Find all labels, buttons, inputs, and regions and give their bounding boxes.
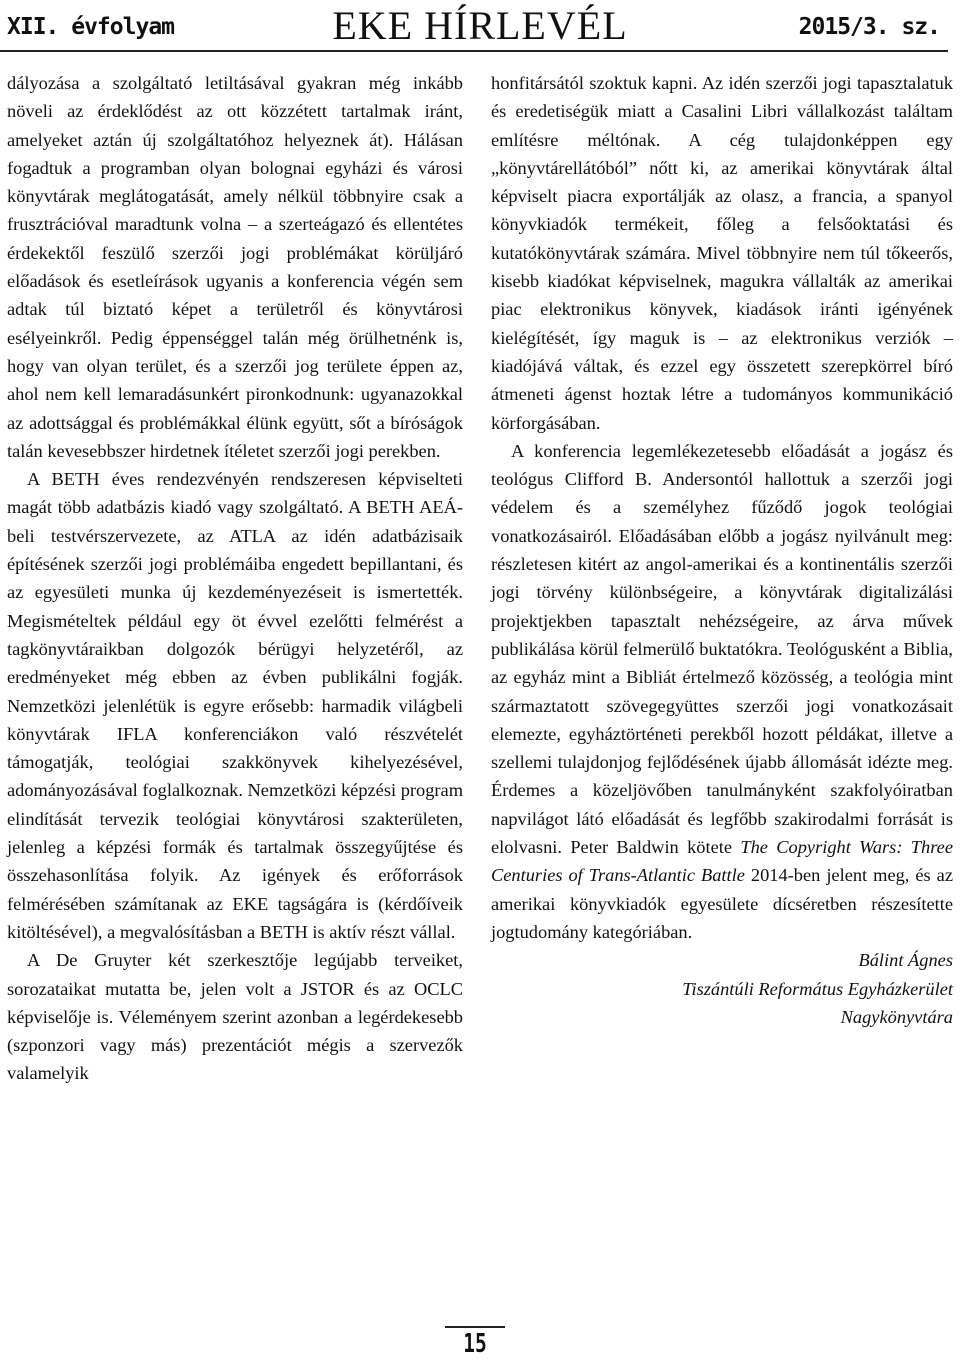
page-header: [0, 0, 960, 52]
right-paragraph-1: honfitársától szoktuk kapni. Az idén szerzői jogi tapasztalatuk és eredetiségük miatt a Casalini Libri vállalkozást találtam említésre méltónak. A cég tulajdonképpen egy „könyvtárellátóból” nőtt ki, az amerikai könyvtárak által képviselt piacra exportálják az olasz, a francia, a spanyol könyvkiadók termékeit, főleg a felsőoktatási és kutatókönyvtárak számára. Mivel többnyire nem túl tőkeerős, kisebb kiadókat képviselnek, magukra vállalták az amerikai piac elektronikus könyvek, kiadások iránti igényének kielégítését, így maguk is – az elektronikus verziók – kiadójává váltak, és ezzel egy összetett szerepkörrel bíró átmeneti ágenst hoztak létre a tudományos kommunikáció körforgásában.: [491, 73, 953, 433]
left-paragraph-2: A BETH éves rendezvényén rendszeresen képviselteti magát több adatbázis kiadó vagy szolgáltató. A BETH AEÁ-beli testvérszervezete, az ATLA az idén adatbázisaik építésének szerzői jogi problémáiba engedett bepillantani, és az egyesületi munka új kezdeményezéseit is ismertették. Megismételtek például egy öt évvel ezelőtti felmérést a tagkönyvtáraikban dolgozók bérügyi helyzetéről, az eredményeket még ebben az évben publikálni fogják. Nemzetközi jelenlétük is egyre erősebb: harmadik világbeli könyvtárak IFLA konferenciákon való részvételét támogatják, teológiai szakkönyvek kihelyezésével, adományozásával foglalkoznak. Nemzetközi képzési program elindítását tervezik teológiai könyvtárosi szakterületen, jelenleg a képzési formák és tartalmak összegyűjtése és összehasonlítása folyik. Az igények és erőforrások felmérésében számítanak az EKE tagságára is (kérdőíveik kitöltésével), a megvalósításban a BETH is aktív részt vállal.: [7, 469, 464, 942]
header-rule: [0, 50, 948, 52]
issue-label: 2015/3. sz.: [798, 14, 940, 40]
author-name: Bálint Ágnes: [858, 950, 953, 971]
right-column: [491, 69, 953, 1031]
left-paragraph-1: dályozása a szolgáltató letiltásával gyakran még inkább növeli az érdeklődést az ott közzétett tartalmak iránt, amelyeket aztán új szolgáltatóhoz helyeznek át). Hálásan fogadtuk a programban olyan bolognai egyházi és városi könyvtárak meglátogatását, amely nélkül többnyire csak a frusztrációval maradtunk volna – a szerteágazó és ellentétes érdekektől feszülő szerzői jogi problémákat körüljáró előadások és esetleírások ugyanis a konferencia végén sem adtak túl biztató képet a területről és könyvtárosi esélyeinkről. Pedig éppenséggel talán még örülhetnénk is, hogy van olyan terület, és a szerzői jog területe éppen az, ahol nem kell lemaradásunkért pironkodnunk: ugyanazokkal az adottsággal és problémákkal élünk együtt, sőt a bíróságok talán kevesebbszer hirdetnek ítéletet szerzői jogi perekben.: [7, 73, 463, 461]
newsletter-title: EKE HÍRLEVÉL: [332, 3, 628, 48]
volume-label: XII. évfolyam: [7, 14, 175, 40]
left-column: [7, 69, 463, 1088]
left-paragraph-3: A De Gruyter két szerkesztője legújabb terveiket, sorozataikat mutatta be, jelen volt a JSTOR és az OCLC képviselője is. Véleményem szerint azonban a legérdekesebb (szponzori vagy más) prezentációt mégis a szervezők valamelyik: [7, 950, 463, 1084]
right-paragraph-2: [491, 437, 953, 946]
right-paragraph-2-text: A konferencia legemlékezetesebb előadását a jogász és teológus Clifford B. Andersontól hallottuk a szerzői jogi védelem és a személyhez fűződő jogok teológiai vonatkozásairól. Előadásában előbb a jogász nyilvánult meg: részletesen kitért az angol-amerikai és a kontinentális szerzői jogi törvény különbségeire, a könyvtárak digitalizálási projektjekben tapasztalt nehézségeire, az árva művek publikálása körül felmerülő buktatókra. Teológusként a Biblia, az egyház mint a Bibliát értelmező közösség, a teológia mint származtatott szövegegyüttes szerzői jogi vonatkozásait elemezte, egyháztörténeti perekből hozott példákat, illetve a szellemi tulajdonjog fejlődésének újabb állomását idézte meg. Érdemes a közeljövőben tanulmányként szakfolyóiratban napvilágot látó előadását és legfőbb szakirodalmi forrását is elolvasni. Peter Baldwin kötete: [491, 440, 953, 858]
right-paragraph-2-end: 2014-ben jelent meg, és az amerikai könyvkiadók egyesülete dícséretben részesítette jogtudomány kategóriában.: [491, 865, 953, 942]
author-signature: [491, 946, 953, 1031]
page-number: 15: [463, 1329, 487, 1359]
page-number-rule: [445, 1326, 505, 1328]
book-title: The Copyright Wars: Three Centuries of Trans-Atlantic Battle: [491, 837, 954, 886]
author-affiliation-line-2: Nagykönyvtára: [840, 1006, 953, 1027]
author-affiliation-line-1: Tiszántúli Református Egyházkerület: [682, 978, 953, 999]
